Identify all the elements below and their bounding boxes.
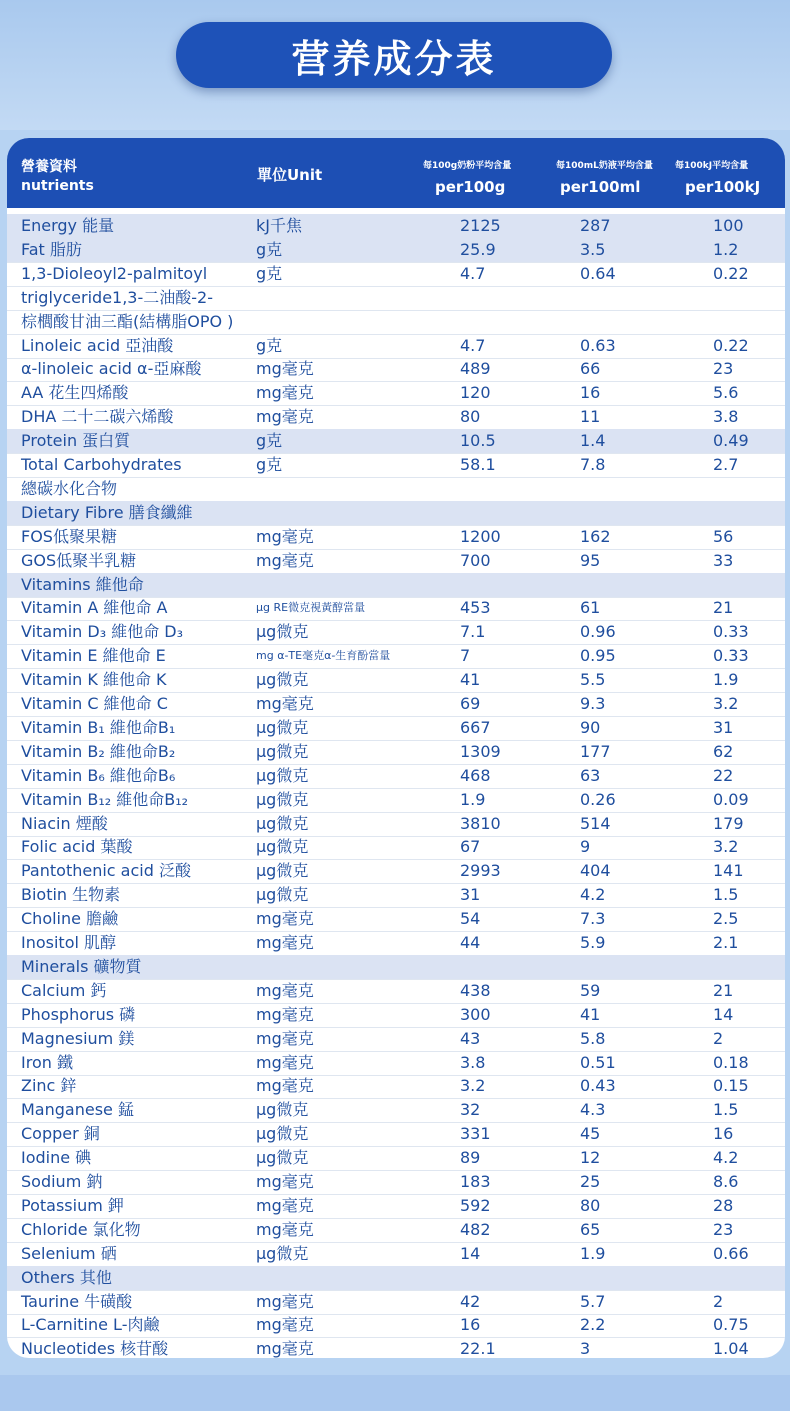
unit-cell: mg毫克 (256, 909, 314, 929)
per100g-cell: 3.8 (460, 1052, 486, 1072)
unit-cell: mg毫克 (256, 1172, 314, 1191)
per100kj-cell: 3.2 (713, 694, 739, 713)
unit-cell: mg α-TE毫克α-生育酚當量 (256, 649, 391, 663)
unit-cell: mg毫克 (256, 933, 314, 952)
nutrient-name: Vitamin C 維他命 C (21, 694, 168, 713)
table-row (7, 334, 785, 359)
per100ml-cell: 5.7 (580, 1291, 606, 1311)
table-row (7, 955, 785, 980)
per100kj-cell: 23 (713, 1219, 734, 1239)
unit-cell: g克 (256, 239, 283, 259)
nutrient-name: Total Carbohydrates (21, 455, 182, 474)
nutrient-name: Taurine 牛磺酸 (21, 1291, 133, 1311)
per100ml-cell: 0.43 (580, 1076, 616, 1096)
table-row (7, 716, 785, 741)
table-row (7, 931, 785, 956)
per100kj-cell: 1.5 (713, 1100, 739, 1120)
per100kj-cell: 141 (713, 861, 744, 881)
per100g-cell: 2125 (460, 216, 501, 235)
page-title: 营养成分表 (176, 22, 612, 88)
nutrient-name: triglyceride1,3-二油酸-2- (21, 287, 213, 307)
nutrient-name: Choline 膽鹼 (21, 909, 119, 929)
per100ml-cell: 9 (580, 837, 591, 857)
nutrient-name: Fat 脂肪 (21, 239, 82, 259)
nutrient-name: L-Carnitine L-肉鹼 (21, 1315, 160, 1335)
table-row (7, 1194, 785, 1219)
header-unit: 單位Unit (257, 166, 323, 184)
nutrient-name: Energy 能量 (21, 216, 115, 235)
unit-cell: mg毫克 (256, 1219, 314, 1239)
nutrient-name: Dietary Fibre 膳食纖維 (21, 502, 193, 522)
per100g-cell: 1200 (460, 526, 501, 546)
per100g-cell: 25.9 (460, 239, 496, 259)
per100kj-cell: 0.75 (713, 1315, 749, 1335)
unit-cell: μg微克 (256, 885, 309, 905)
per100ml-cell: 4.2 (580, 885, 606, 905)
per100g-cell: 67 (460, 837, 481, 857)
per100kj-cell: 4.2 (713, 1148, 739, 1168)
per100g-cell: 43 (460, 1028, 481, 1048)
per100g-cell: 489 (460, 359, 491, 379)
table-row (7, 286, 785, 311)
per100ml-cell: 0.96 (580, 622, 616, 642)
nutrient-name: Vitamins 維他命 (21, 574, 144, 594)
per100g-cell: 468 (460, 765, 491, 785)
per100kj-cell: 100 (713, 216, 744, 235)
header-col1: per100g (435, 178, 506, 196)
per100ml-cell: 7.3 (580, 909, 606, 929)
per100ml-cell: 95 (580, 550, 601, 570)
per100kj-cell: 33 (713, 550, 734, 570)
nutrient-name: AA 花生四烯酸 (21, 383, 129, 403)
per100ml-cell: 0.63 (580, 335, 616, 355)
per100kj-cell: 2 (713, 1028, 724, 1048)
per100kj-cell: 21 (713, 980, 734, 1000)
nutrient-name: α-linoleic acid α-亞麻酸 (21, 359, 202, 379)
per100ml-cell: 0.95 (580, 646, 616, 666)
header-col3: per100kJ (685, 178, 761, 196)
per100ml-cell: 0.51 (580, 1052, 616, 1072)
per100kj-cell: 0.22 (713, 335, 749, 355)
per100ml-cell: 80 (580, 1195, 601, 1215)
per100kj-cell: 2.7 (713, 455, 739, 474)
table-row (7, 1003, 785, 1028)
per100g-cell: 14 (460, 1243, 481, 1263)
per100ml-cell: 90 (580, 717, 601, 737)
per100ml-cell: 4.3 (580, 1100, 606, 1120)
nutrient-name: Calcium 鈣 (21, 980, 107, 1000)
unit-cell: g克 (256, 335, 283, 355)
per100kj-cell: 1.04 (713, 1339, 749, 1358)
per100kj-cell: 28 (713, 1195, 734, 1215)
per100g-cell: 58.1 (460, 455, 496, 474)
per100kj-cell: 23 (713, 359, 734, 379)
per100g-cell: 453 (460, 598, 491, 618)
header-nutrients-zh: 營養資料 (21, 159, 77, 175)
per100ml-cell: 59 (580, 980, 601, 1000)
nutrient-name: Iron 鐵 (21, 1052, 73, 1072)
per100g-cell: 4.7 (460, 263, 486, 283)
table-row (7, 1266, 785, 1291)
unit-cell: mg毫克 (256, 383, 314, 403)
nutrient-name: Folic acid 葉酸 (21, 837, 133, 857)
nutrient-name: Potassium 鉀 (21, 1195, 124, 1215)
table-row (7, 405, 785, 430)
per100g-cell: 1309 (460, 741, 501, 761)
table-row (7, 859, 785, 884)
table-row (7, 310, 785, 335)
per100ml-cell: 2.2 (580, 1315, 606, 1335)
header-col2: per100ml (560, 178, 641, 196)
per100ml-cell: 3.5 (580, 239, 606, 259)
per100ml-cell: 0.26 (580, 789, 616, 809)
per100g-cell: 3810 (460, 813, 501, 833)
header-nutrients-en: nutrients (21, 178, 94, 194)
per100g-cell: 69 (460, 694, 481, 713)
per100ml-cell: 16 (580, 383, 601, 403)
nutrition-table (7, 138, 785, 1358)
unit-cell: μg微克 (256, 837, 309, 857)
unit-cell: μg微克 (256, 1148, 309, 1168)
per100g-cell: 7.1 (460, 622, 486, 642)
table-row (7, 764, 785, 789)
header-col2-sub: 每100mL奶液平均含量 (556, 161, 653, 171)
per100kj-cell: 21 (713, 598, 734, 618)
table-row (7, 549, 785, 574)
table-row (7, 692, 785, 717)
per100kj-cell: 1.5 (713, 885, 739, 905)
unit-cell: μg微克 (256, 1124, 309, 1144)
per100ml-cell: 5.9 (580, 933, 606, 952)
per100g-cell: 54 (460, 909, 481, 929)
table-row (7, 429, 785, 454)
per100g-cell: 31 (460, 885, 481, 905)
unit-cell: mg毫克 (256, 1052, 314, 1072)
per100kj-cell: 2.1 (713, 933, 739, 952)
per100g-cell: 4.7 (460, 335, 486, 355)
table-row (7, 1242, 785, 1267)
table-row (7, 357, 785, 382)
per100g-cell: 1.9 (460, 789, 486, 809)
nutrient-name: Vitamin E 維他命 E (21, 646, 166, 666)
per100kj-cell: 62 (713, 741, 734, 761)
per100kj-cell: 2.5 (713, 909, 739, 929)
per100ml-cell: 12 (580, 1148, 601, 1168)
unit-cell: μg微克 (256, 741, 309, 761)
table-row (7, 262, 785, 287)
per100ml-cell: 63 (580, 765, 601, 785)
per100ml-cell: 3 (580, 1339, 591, 1358)
bottom-band (0, 1375, 790, 1411)
nutrient-name: Chloride 氯化物 (21, 1219, 141, 1239)
unit-cell: g克 (256, 263, 283, 283)
nutrient-name: Biotin 生物素 (21, 885, 121, 905)
unit-cell: mg毫克 (256, 694, 314, 713)
table-row (7, 979, 785, 1004)
table-row (7, 1290, 785, 1315)
table-row (7, 1170, 785, 1195)
table-row (7, 668, 785, 693)
per100g-cell: 3.2 (460, 1076, 486, 1096)
table-header (7, 138, 785, 208)
per100kj-cell: 0.09 (713, 789, 749, 809)
nutrient-name: Vitamin K 維他命 K (21, 670, 167, 690)
nutrient-name: Sodium 鈉 (21, 1172, 103, 1191)
table-row (7, 1218, 785, 1243)
per100g-cell: 80 (460, 407, 481, 427)
per100kj-cell: 3.8 (713, 407, 739, 427)
unit-cell: mg毫克 (256, 1076, 314, 1096)
per100kj-cell: 2 (713, 1291, 724, 1311)
per100kj-cell: 31 (713, 717, 734, 737)
unit-cell: mg毫克 (256, 1339, 314, 1358)
nutrient-name: Magnesium 鎂 (21, 1028, 135, 1048)
unit-cell: mg毫克 (256, 407, 314, 427)
per100kj-cell: 5.6 (713, 383, 739, 403)
table-row (7, 1074, 785, 1099)
per100kj-cell: 0.18 (713, 1052, 749, 1072)
unit-cell: μg微克 (256, 765, 309, 785)
per100g-cell: 331 (460, 1124, 491, 1144)
nutrient-name: Vitamin B₆ 維他命B₆ (21, 765, 176, 785)
nutrient-name: Iodine 碘 (21, 1148, 92, 1168)
table-row (7, 381, 785, 406)
table-row (7, 214, 785, 239)
table-row (7, 501, 785, 526)
per100kj-cell: 1.2 (713, 239, 739, 259)
per100kj-cell: 14 (713, 1004, 734, 1024)
table-row (7, 1146, 785, 1171)
unit-cell: μg微克 (256, 813, 309, 833)
nutrient-name: 1,3-Dioleoyl2-palmitoyl (21, 263, 208, 283)
per100kj-cell: 1.9 (713, 670, 739, 690)
table-row (7, 1051, 785, 1076)
per100kj-cell: 0.66 (713, 1243, 749, 1263)
nutrient-name: Nucleotides 核苷酸 (21, 1339, 169, 1358)
per100kj-cell: 0.22 (713, 263, 749, 283)
per100g-cell: 32 (460, 1100, 481, 1120)
table-row (7, 835, 785, 860)
per100ml-cell: 11 (580, 407, 601, 427)
per100ml-cell: 25 (580, 1172, 601, 1191)
table-row (7, 644, 785, 669)
nutrient-name: DHA 二十二碳六烯酸 (21, 407, 174, 427)
table-row (7, 453, 785, 478)
table-row (7, 620, 785, 645)
unit-cell: g克 (256, 455, 283, 474)
per100g-cell: 7 (460, 646, 471, 666)
per100ml-cell: 41 (580, 1004, 601, 1024)
nutrient-name: FOS低聚果糖 (21, 526, 117, 546)
per100g-cell: 120 (460, 383, 491, 403)
unit-cell: μg微克 (256, 789, 309, 809)
unit-cell: μg微克 (256, 1100, 309, 1120)
unit-cell: mg毫克 (256, 1028, 314, 1048)
per100ml-cell: 514 (580, 813, 611, 833)
nutrient-name: Linoleic acid 亞油酸 (21, 335, 174, 355)
per100kj-cell: 179 (713, 813, 744, 833)
unit-cell: mg毫克 (256, 980, 314, 1000)
nutrient-name: 棕櫚酸甘油三酯(結構脂OPO ) (21, 311, 234, 331)
table-row (7, 907, 785, 932)
per100kj-cell: 3.2 (713, 837, 739, 857)
per100ml-cell: 65 (580, 1219, 601, 1239)
per100g-cell: 42 (460, 1291, 481, 1311)
nutrient-name: Pantothenic acid 泛酸 (21, 861, 191, 881)
per100g-cell: 183 (460, 1172, 491, 1191)
unit-cell: kJ千焦 (256, 216, 302, 235)
table-row (7, 1027, 785, 1052)
per100ml-cell: 162 (580, 526, 611, 546)
nutrient-name: Vitamin B₁ 維他命B₁ (21, 717, 176, 737)
nutrient-name: Vitamin B₁₂ 維他命B₁₂ (21, 789, 189, 809)
per100ml-cell: 287 (580, 216, 611, 235)
per100ml-cell: 177 (580, 741, 611, 761)
per100g-cell: 438 (460, 980, 491, 1000)
table-row (7, 812, 785, 837)
table-row (7, 1122, 785, 1147)
nutrient-name: Manganese 錳 (21, 1100, 134, 1120)
table-row (7, 1337, 785, 1358)
unit-cell: mg毫克 (256, 526, 314, 546)
nutrient-name: Inositol 肌醇 (21, 933, 117, 952)
per100ml-cell: 1.4 (580, 431, 606, 451)
nutrient-name: Others 其他 (21, 1267, 112, 1287)
per100ml-cell: 0.64 (580, 263, 616, 283)
table-row (7, 525, 785, 550)
per100kj-cell: 22 (713, 765, 734, 785)
unit-cell: g克 (256, 431, 283, 451)
per100ml-cell: 7.8 (580, 455, 606, 474)
table-row (7, 238, 785, 263)
per100kj-cell: 0.49 (713, 431, 749, 451)
per100kj-cell: 0.15 (713, 1076, 749, 1096)
per100g-cell: 89 (460, 1148, 481, 1168)
unit-cell: mg毫克 (256, 359, 314, 379)
per100kj-cell: 8.6 (713, 1172, 739, 1191)
unit-cell: μg微克 (256, 1243, 309, 1263)
nutrient-name: Phosphorus 磷 (21, 1004, 136, 1024)
per100kj-cell: 56 (713, 526, 734, 546)
nutrient-name: Niacin 煙酸 (21, 813, 108, 833)
nutrient-name: Vitamin B₂ 維他命B₂ (21, 741, 176, 761)
per100ml-cell: 9.3 (580, 694, 606, 713)
per100ml-cell: 5.5 (580, 670, 606, 690)
per100kj-cell: 0.33 (713, 622, 749, 642)
unit-cell: μg微克 (256, 861, 309, 881)
per100ml-cell: 1.9 (580, 1243, 606, 1263)
nutrient-name: Copper 銅 (21, 1124, 100, 1144)
per100g-cell: 44 (460, 933, 481, 952)
per100g-cell: 16 (460, 1315, 481, 1335)
per100g-cell: 41 (460, 670, 481, 690)
per100kj-cell: 16 (713, 1124, 734, 1144)
table-row (7, 477, 785, 502)
unit-cell: μg微克 (256, 622, 309, 642)
per100ml-cell: 66 (580, 359, 601, 379)
table-row (7, 883, 785, 908)
table-row (7, 573, 785, 598)
header-col3-sub: 每100kJ平均含量 (675, 161, 749, 171)
table-row (7, 1098, 785, 1123)
per100g-cell: 2993 (460, 861, 501, 881)
table-row (7, 1313, 785, 1338)
per100g-cell: 300 (460, 1004, 491, 1024)
unit-cell: mg毫克 (256, 1315, 314, 1335)
table-row (7, 788, 785, 813)
unit-cell: mg毫克 (256, 550, 314, 570)
unit-cell: μg微克 (256, 670, 309, 690)
nutrient-name: Protein 蛋白質 (21, 431, 131, 451)
per100ml-cell: 61 (580, 598, 601, 618)
table-row (7, 740, 785, 765)
unit-cell: mg毫克 (256, 1291, 314, 1311)
unit-cell: mg毫克 (256, 1004, 314, 1024)
unit-cell: μg RE微克視黃醇當量 (256, 601, 366, 615)
per100ml-cell: 404 (580, 861, 611, 881)
nutrient-name: Minerals 礦物質 (21, 956, 142, 976)
unit-cell: μg微克 (256, 717, 309, 737)
per100g-cell: 592 (460, 1195, 491, 1215)
per100kj-cell: 0.33 (713, 646, 749, 666)
per100g-cell: 10.5 (460, 431, 496, 451)
nutrient-name: Vitamin A 維他命 A (21, 598, 168, 618)
nutrient-name: Zinc 鋅 (21, 1076, 77, 1096)
header-col1-sub: 每100g奶粉平均含量 (423, 161, 512, 171)
per100ml-cell: 5.8 (580, 1028, 606, 1048)
nutrient-name: 總碳水化合物 (21, 478, 118, 498)
per100g-cell: 667 (460, 717, 491, 737)
nutrient-name: Vitamin D₃ 維他命 D₃ (21, 622, 184, 642)
per100g-cell: 482 (460, 1219, 491, 1239)
per100ml-cell: 45 (580, 1124, 601, 1144)
nutrient-name: Selenium 硒 (21, 1243, 117, 1263)
per100g-cell: 22.1 (460, 1339, 496, 1358)
unit-cell: mg毫克 (256, 1195, 314, 1215)
per100g-cell: 700 (460, 550, 491, 570)
table-row (7, 596, 785, 621)
header-nutrients (21, 158, 94, 196)
nutrient-name: GOS低聚半乳糖 (21, 550, 137, 570)
